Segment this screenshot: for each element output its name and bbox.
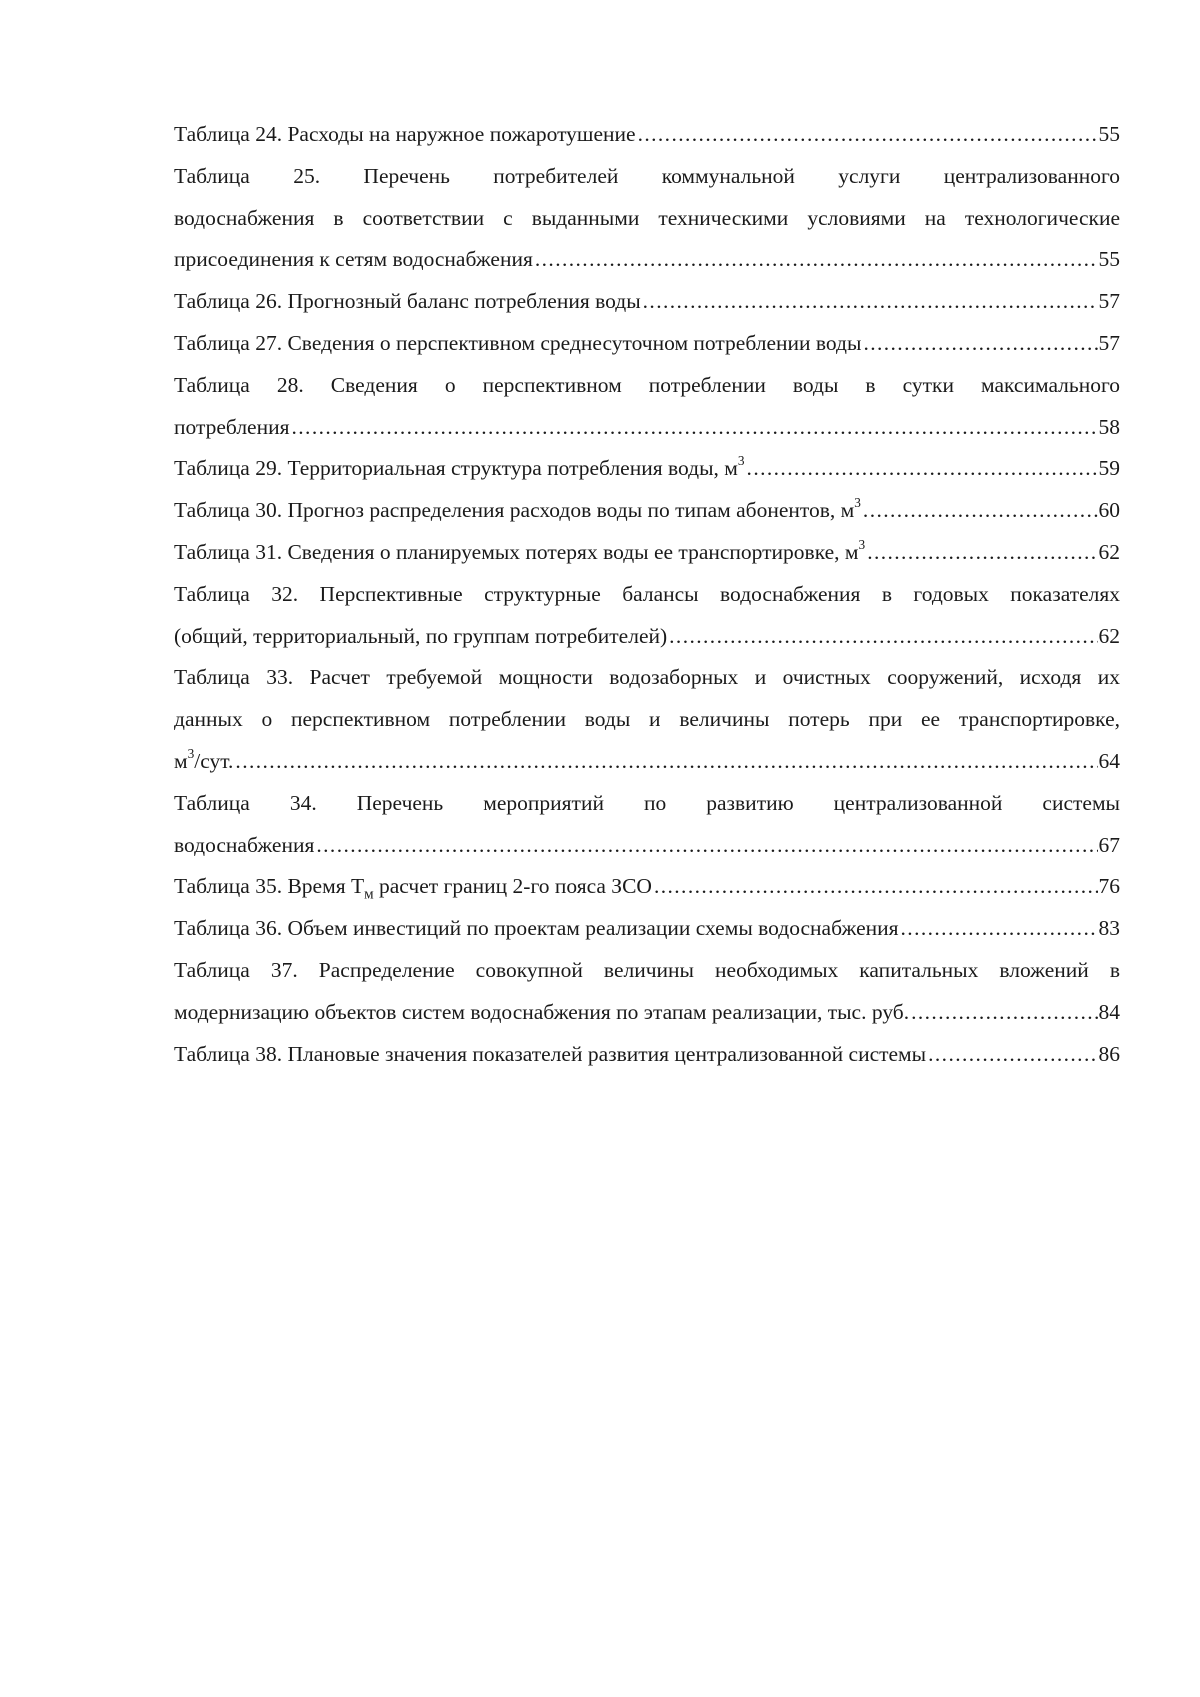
dot-leader [292, 407, 1098, 449]
toc-entry-line: Таблица 32. Перспективные структурные балансы водоснабжения в годовых показателях [174, 581, 1120, 606]
toc-entry-table-37[interactable] [174, 950, 1120, 1034]
dot-leader [235, 741, 1097, 783]
toc-entry-table-24[interactable] [174, 114, 1120, 156]
dot-leader [638, 114, 1098, 156]
toc-page-number: 57 [1098, 289, 1120, 314]
toc-entry-title: Таблица 27. Сведения о перспективном среднесуточном потреблении воды [174, 330, 862, 355]
toc-entry-title: водоснабжения [174, 832, 315, 857]
toc-entry-title: Таблица 26. Прогнозный баланс потребления воды [174, 289, 641, 314]
dot-leader [901, 908, 1098, 950]
toc-page-number: 55 [1098, 122, 1120, 146]
toc-entry-line: водоснабжения в соответствии с выданными техническими условиями на технологические [174, 205, 1120, 230]
toc-entry-title: Таблица 36. Объем инвестиций по проектам реализации схемы водоснабжения [174, 916, 899, 941]
dot-leader [863, 490, 1098, 532]
toc-page-number: 76 [1098, 874, 1120, 899]
table-of-contents [174, 114, 1120, 1075]
toc-page-number: 64 [1098, 748, 1120, 773]
dot-leader [535, 239, 1098, 281]
toc-page-number: 83 [1098, 916, 1120, 941]
toc-entry-title: потребления [174, 414, 290, 439]
toc-entry-title: модернизацию объектов систем водоснабжения по этапам реализации, тыс. руб. [174, 999, 910, 1024]
toc-entry-title: (общий, территориальный, по группам потребителей) [174, 623, 668, 648]
subscript: м [364, 886, 374, 903]
toc-page-number: 58 [1098, 414, 1120, 439]
superscript: 3 [737, 453, 745, 469]
superscript: 3 [858, 536, 866, 552]
toc-page-number: 59 [1098, 456, 1120, 481]
superscript: 3 [187, 745, 195, 761]
toc-entry-table-28[interactable] [174, 365, 1120, 449]
toc-entry-title: Таблица 30. Прогноз распределения расходов воды по типам абонентов, $м^3$ [174, 495, 861, 523]
toc-entry-table-33[interactable] [174, 657, 1120, 782]
toc-entry-line: Таблица 34. Перечень мероприятий по развитию централизованной системы [174, 790, 1120, 815]
dot-leader [316, 825, 1097, 867]
toc-entry-table-38[interactable] [174, 1034, 1120, 1076]
dot-leader [654, 866, 1098, 908]
toc-entry-title: $м^3$/сут. [174, 745, 234, 773]
toc-entry-table-34[interactable] [174, 783, 1120, 867]
toc-entry-title: Таблица 38. Плановые значения показателей развития централизованной системы [174, 1041, 927, 1066]
dot-leader [928, 1034, 1097, 1076]
toc-entry-title: Таблица 29. Территориальная структура потребления воды, $м^3$ [174, 453, 745, 481]
toc-entry-table-26[interactable] [174, 281, 1120, 323]
toc-page-number: 67 [1098, 832, 1120, 857]
toc-entry-line: Таблица 25. Перечень потребителей коммунальной услуги централизованного [174, 163, 1120, 188]
toc-page-number: 57 [1098, 330, 1120, 355]
toc-entry-line: Таблица 33. Расчет требуемой мощности водозаборных и очистных сооружений, исходя их [174, 665, 1120, 690]
toc-entry-table-29[interactable] [174, 448, 1120, 490]
dot-leader [911, 992, 1097, 1034]
toc-entry-title: Таблица 35. Время $Т_м$ расчет границ 2-го пояса ЗСО [174, 874, 652, 903]
toc-entry-title: Таблица 31. Сведения о планируемых потерях воды ее транспортировке, $м^3$ [174, 536, 866, 564]
toc-entry-line: Таблица 37. Распределение совокупной величины необходимых капитальных вложений в [174, 957, 1120, 982]
dot-leader [669, 616, 1097, 658]
toc-entry-table-25[interactable] [174, 156, 1120, 281]
toc-page-number: 55 [1098, 247, 1120, 272]
dot-leader [867, 532, 1097, 574]
toc-page-number: 62 [1098, 539, 1120, 564]
dot-leader [863, 323, 1097, 365]
toc-page-number: 62 [1098, 623, 1120, 648]
dot-leader [747, 448, 1098, 490]
toc-page-number: 60 [1098, 498, 1120, 523]
dot-leader [643, 281, 1098, 323]
toc-entry-table-31[interactable] [174, 532, 1120, 574]
toc-entry-table-35[interactable] [174, 866, 1120, 908]
toc-entry-table-32[interactable] [174, 574, 1120, 658]
toc-entry-line: данных о перспективном потреблении воды и величины потерь при ее транспортировке, [174, 707, 1120, 732]
toc-entry-table-27[interactable] [174, 323, 1120, 365]
toc-page-number: 86 [1098, 1041, 1120, 1066]
superscript: 3 [854, 495, 861, 511]
toc-entry-title: присоединения к сетям водоснабжения [174, 247, 533, 272]
toc-entry-title: Таблица 24. Расходы на наружное пожаротушение [174, 122, 636, 146]
toc-entry-table-36[interactable] [174, 908, 1120, 950]
toc-entry-table-30[interactable] [174, 490, 1120, 532]
toc-page-number: 84 [1098, 999, 1120, 1024]
toc-entry-line: Таблица 28. Сведения о перспективном потреблении воды в сутки максимального [174, 372, 1120, 397]
